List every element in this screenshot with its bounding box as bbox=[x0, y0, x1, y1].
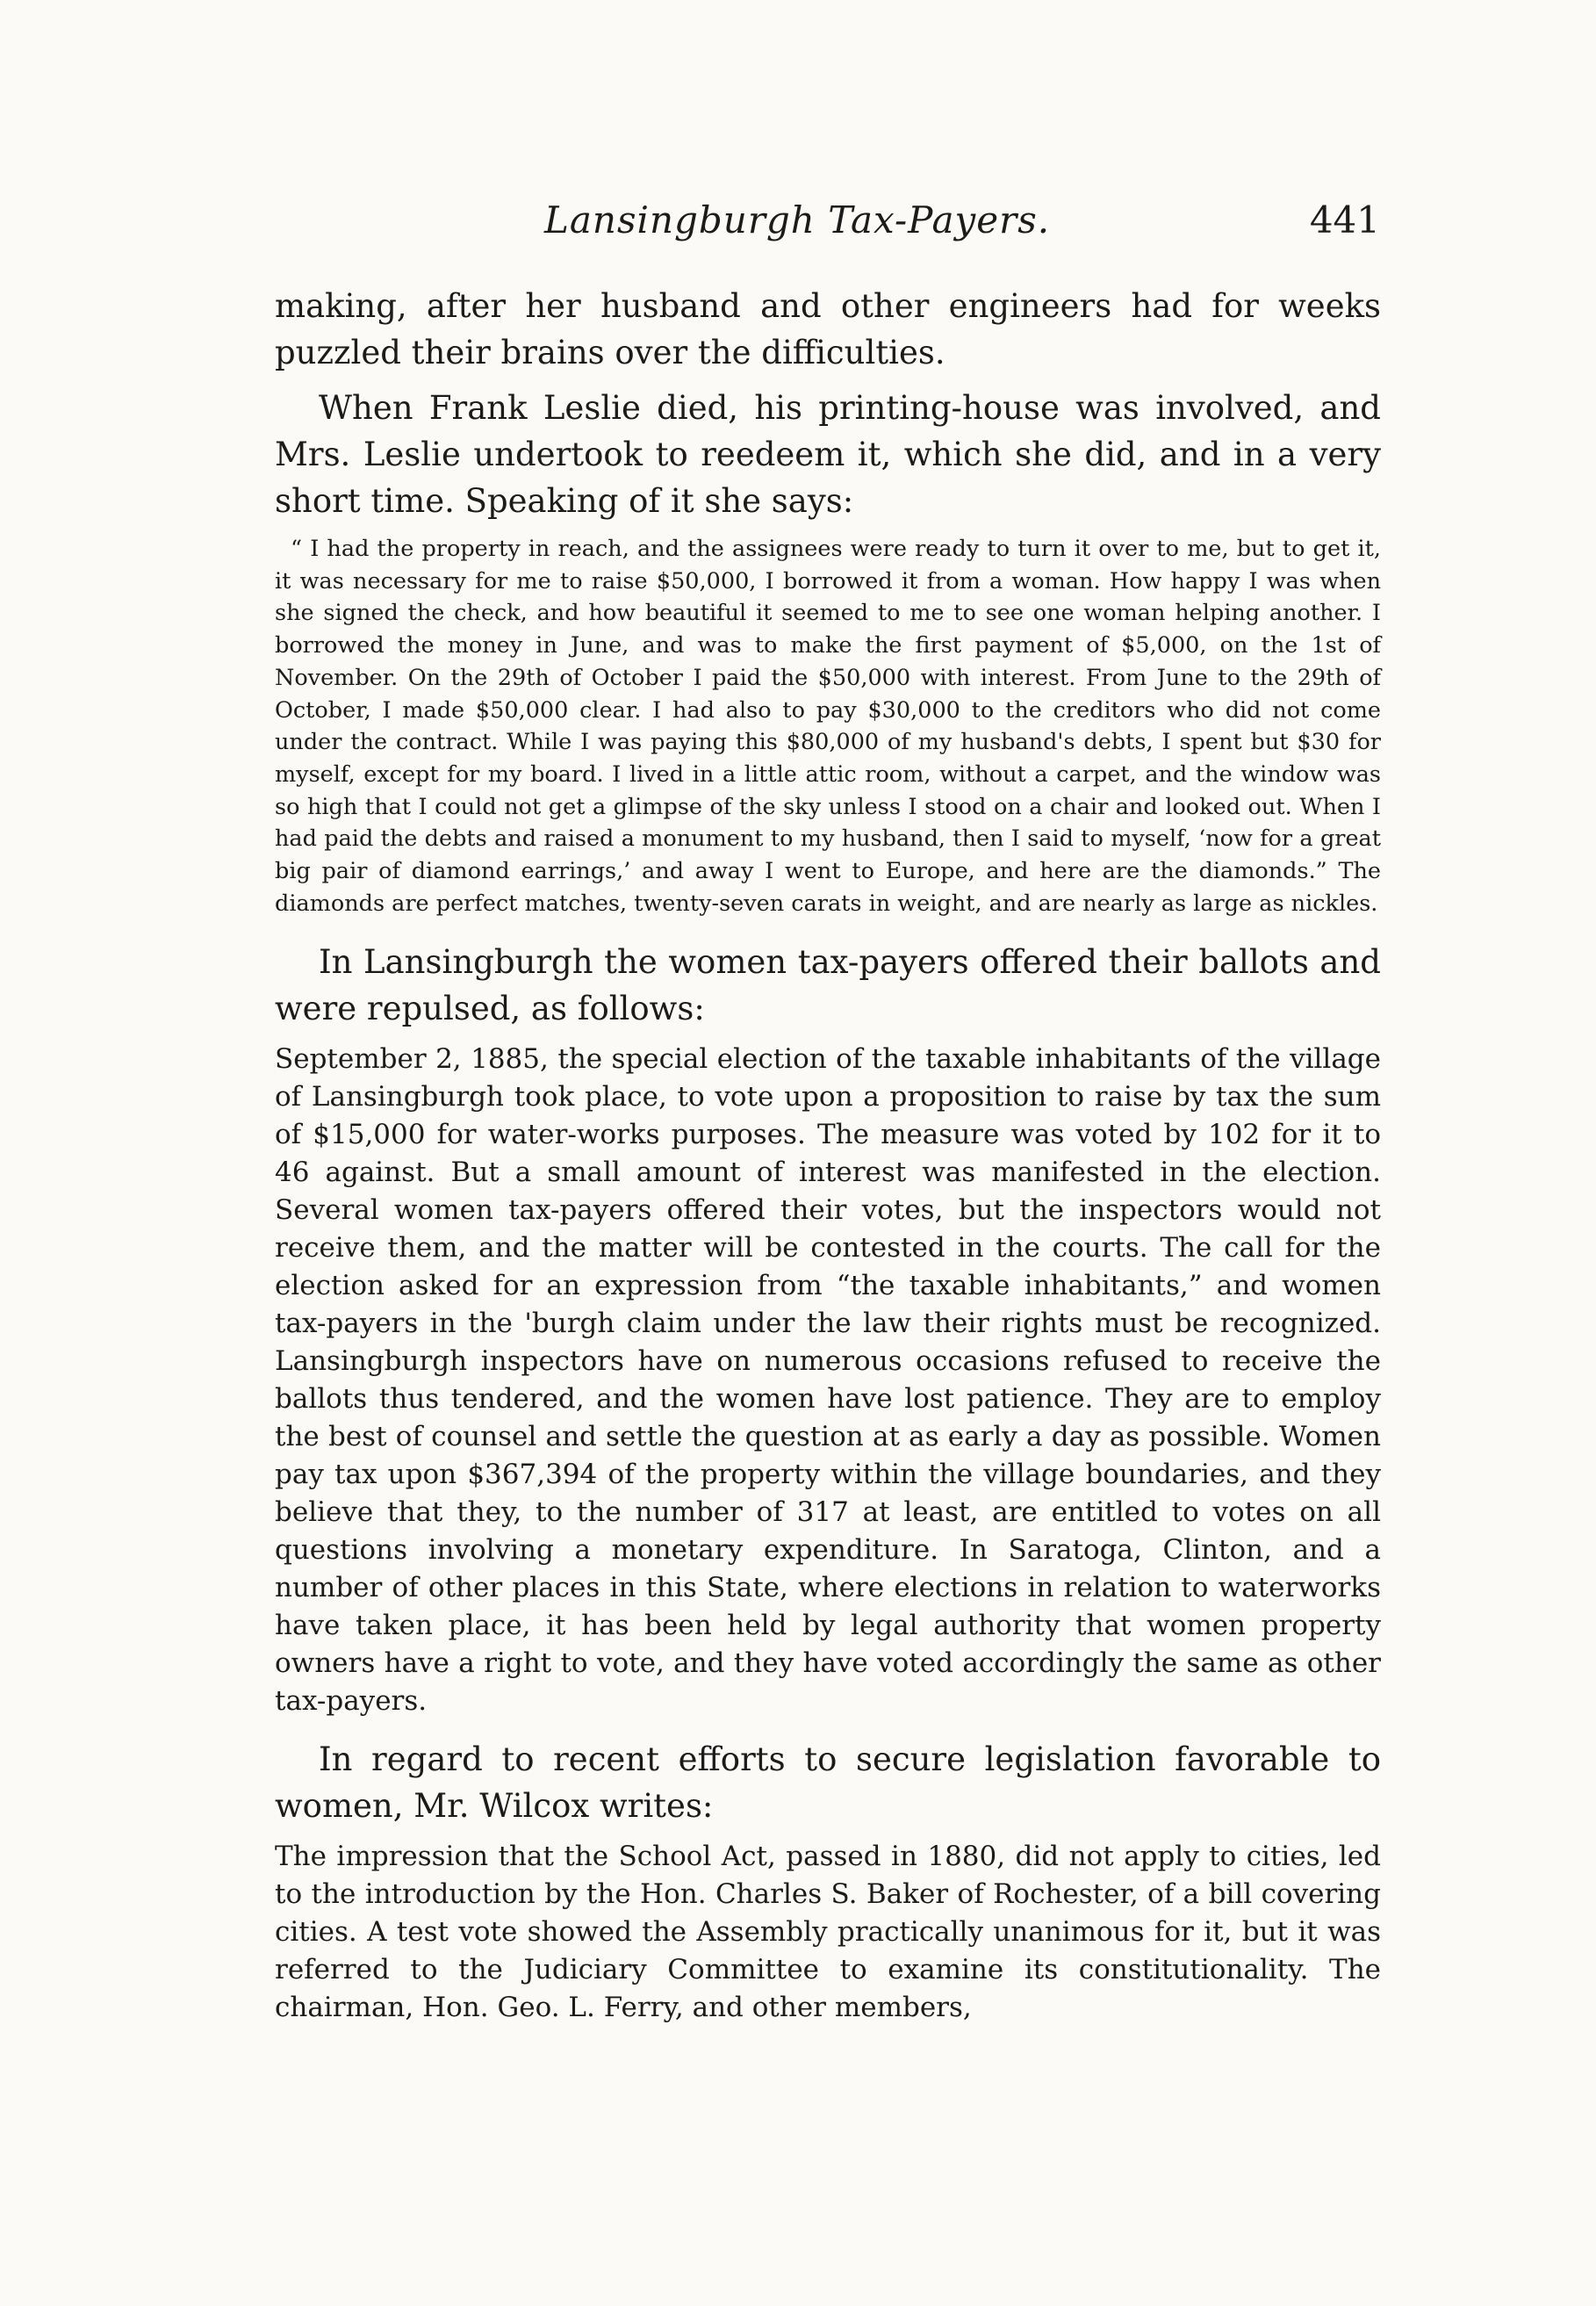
page-body bbox=[275, 283, 1381, 2043]
newspaper-extract-election: September 2, 1885, the special election of the taxable inhabitants of the village of Lansingburgh took place, to vote upon a proposition to raise by tax the sum of $15,000 for water-works purposes. The measure was voted by 102 for it to 46 against. But a small amount of interest was manifested in the election. Several women tax-payers offered their votes, but the inspectors would not receive them, and the matter will be contested in the courts. The call for the election asked for an expression from “the taxable inhabitants,” and women tax-payers in the 'burgh claim under the law their rights must be recognized. Lansingburgh inspectors have on numerous occasions refused to receive the ballots thus tendered, and the women have lost patience. They are to employ the best of counsel and settle the question at as early a day as possible. Women pay tax upon $367,394 of the property within the village boundaries, and they believe that they, to the number of 317 at least, are entitled to votes on all questions involving a monetary expenditure. In Saratoga, Clinton, and a number of other places in this State, where elections in relation to waterworks have taken place, it has been held by legal authority that women property owners have a right to vote, and they have voted accordingly the same as other tax-payers. bbox=[275, 1043, 1381, 1718]
leslie-quotation: “ I had the property in reach, and the assignees were ready to turn it over to me, but to get it, it was necessary for me to raise $50,000, I borrowed it from a woman. How happy I was when she signed the check, and how beautiful it seemed to me to see one woman helping another. I borrowed the money in June, and was to make the first payment of $5,000, on the 1st of November. On the 29th of October I paid the $50,000 with interest. From June to the 29th of October, I made $50,000 clear. I had also to pay $30,000 to the creditors who did not come under the contract. While I was paying this $80,000 of my husband's debts, I spent but $30 for myself, except for my board. I lived in a little attic room, without a carpet, and the window was so high that I could not get a glimpse of the sky unless I stood on a chair and looked out. When I had paid the debts and raised a monument to my husband, then I said to myself, ‘now for a great big pair of diamond earrings,’ and away I went to Europe, and here are the diamonds.” The diamonds are perfect matches, twenty-seven carats in weight, and are nearly as large as nickles. bbox=[275, 536, 1381, 917]
paragraph-continuation: making, after her husband and other engineers had for weeks puzzled their brains over the difficulties. bbox=[275, 287, 1381, 371]
wilcox-extract: The impression that the School Act, passed in 1880, did not apply to cities, led to the introduction by the Hon. Charles S. Baker of Rochester, of a bill covering cities. A test vote showed the Assembly practically unanimous for it, but it was referred to the Judiciary Committee to examine its constitutionality. The chairman, Hon. Geo. L. Ferry, and other members, bbox=[275, 1841, 1381, 2024]
page-number: 441 bbox=[1309, 198, 1380, 241]
paragraph-lansingburgh: In Lansingburgh the women tax-payers offered their ballots and were repulsed, as follows: bbox=[275, 943, 1381, 1028]
paragraph-leslie: When Frank Leslie died, his printing-house was involved, and Mrs. Leslie undertook to reedeem it, which she did, and in a very short time. Speaking of it she says: bbox=[275, 389, 1381, 520]
running-title: Lansingburgh Tax-Payers. bbox=[544, 198, 1051, 241]
paragraph-legislation: In regard to recent efforts to secure legislation favorable to women, Mr. Wilcox writes: bbox=[275, 1740, 1381, 1826]
page-header bbox=[544, 198, 1380, 260]
